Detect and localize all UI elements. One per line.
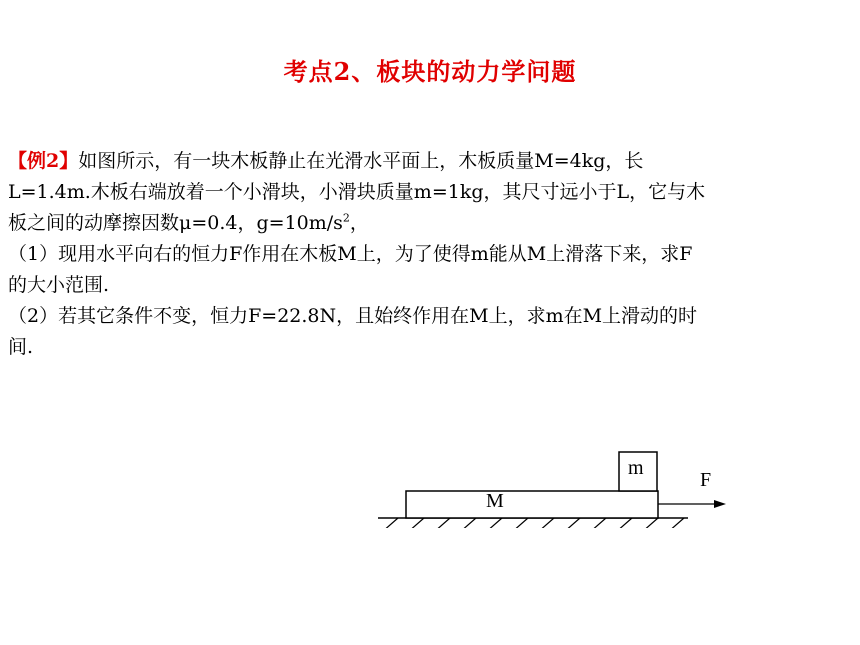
- example-tag: 【例2】: [8, 150, 79, 172]
- question-1-line-1: （1）现用水平向右的恒力F作用在木板M上，为了使得m能从M上滑落下来，求F: [8, 243, 693, 265]
- problem-line-3-text: 板之间的动摩擦因数μ=0.4，g=10m/s: [8, 212, 343, 234]
- board: [406, 491, 658, 518]
- problem-line-1-text: 如图所示，有一块木板静止在光滑水平面上，木板质量M=4kg，长: [78, 150, 644, 172]
- section-title: 考点2、板块的动力学问题: [283, 57, 577, 86]
- board-label: M: [486, 490, 504, 512]
- ground-hatching: [382, 518, 684, 528]
- problem-text: [8, 146, 848, 363]
- force-arrowhead: [714, 500, 726, 508]
- question-1-line-2: 的大小范围.: [8, 274, 110, 296]
- block-label: m: [628, 457, 644, 479]
- problem-line-3-end: ，: [349, 212, 369, 234]
- question-2-line-2: 间.: [8, 336, 34, 358]
- problem-line-1: [8, 146, 848, 177]
- exponent: 2: [342, 211, 350, 225]
- board-block-diagram: [370, 448, 730, 528]
- force-label: F: [700, 469, 712, 491]
- problem-line-2: L=1.4m.木板右端放着一个小滑块，小滑块质量m=1kg，其尺寸远小于L，它与木: [8, 181, 706, 203]
- question-2-line-1: （2）若其它条件不变，恒力F=22.8N，且始终作用在M上，求m在M上滑动的时: [8, 305, 698, 327]
- problem-line-3: [8, 208, 848, 239]
